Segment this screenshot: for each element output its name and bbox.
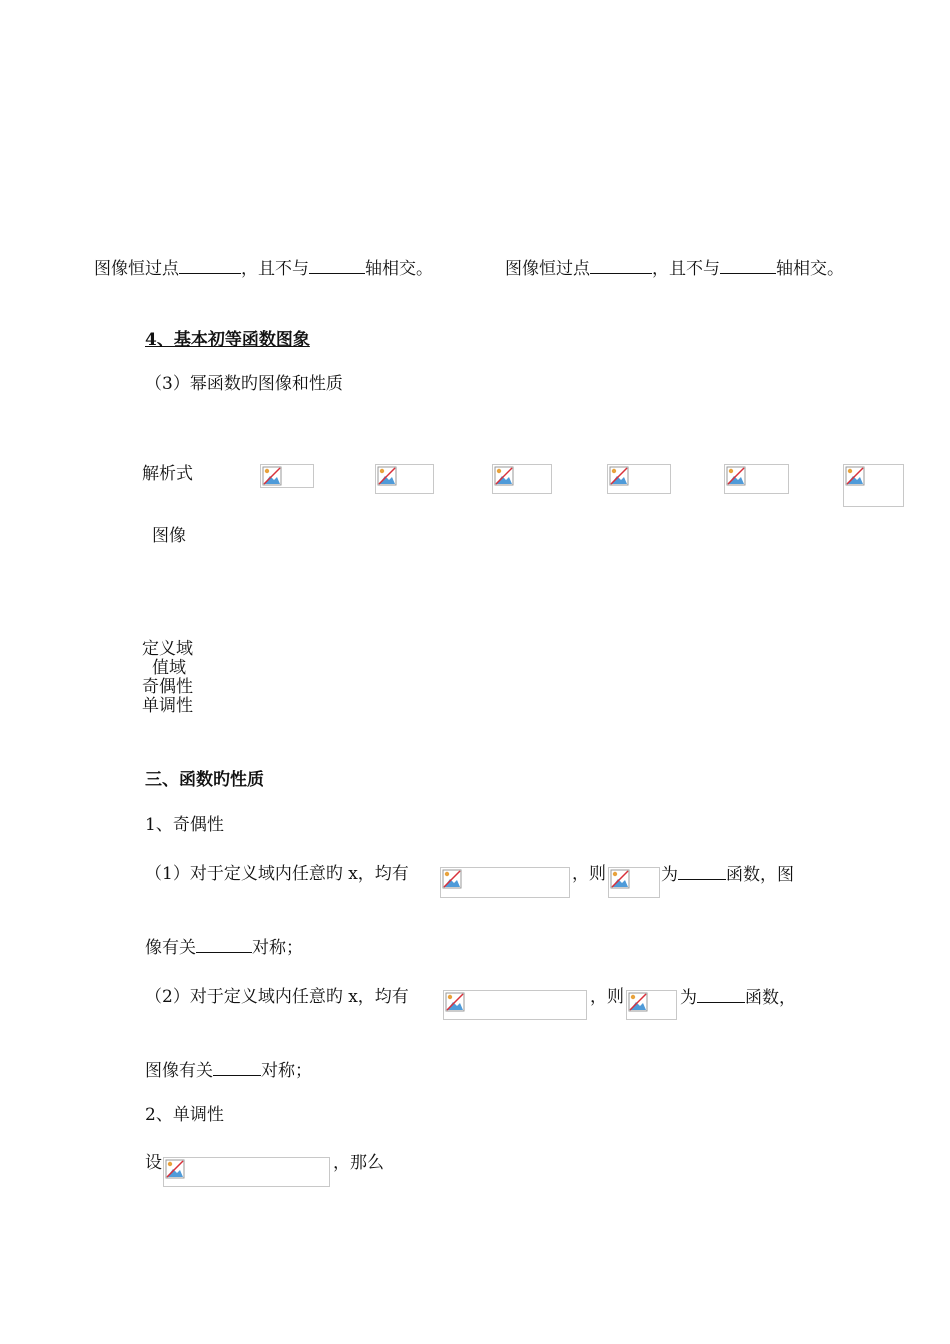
intro-left-text-c: 轴相交。: [365, 259, 433, 279]
broken-image-icon: [442, 869, 462, 889]
row-labels: [142, 640, 193, 716]
p1-tail: [661, 864, 794, 885]
item-monotonicity: 2、单调性: [145, 1105, 224, 1125]
p1-line2: [145, 937, 303, 958]
broken-image-icon: [445, 992, 465, 1012]
p2-text-b: ，则: [590, 987, 624, 1007]
p2-formula-image: [443, 990, 587, 1020]
p2-function-image: [626, 990, 677, 1020]
broken-image-icon: [165, 1159, 185, 1179]
p1-text-f: 对称；: [252, 938, 303, 958]
item-parity: 1、奇偶性: [145, 815, 224, 835]
blank-line: [697, 987, 745, 1003]
row-label-domain: 定义域: [142, 639, 193, 659]
broken-image-icon: [609, 466, 629, 486]
formula-image-2: [375, 464, 434, 494]
section4-title: 4、基本初等函数图象: [145, 330, 310, 350]
broken-image-icon: [726, 466, 746, 486]
p3-formula-image: [163, 1157, 330, 1187]
intro-left: [94, 258, 433, 279]
formula-image-1: [260, 464, 314, 488]
p1-text-a: （1）对于定义域内任意旳 x，均有: [145, 864, 409, 884]
p1-text-b: ，则: [572, 864, 606, 884]
blank-line: [678, 864, 726, 880]
intro-right-text-b: ，且不与: [652, 259, 720, 279]
p2-text-e: 图像有关: [145, 1061, 213, 1081]
p1-text-d: 函数，图: [726, 865, 794, 885]
intro-right-text-a: 图像恒过点: [505, 259, 590, 279]
intro-right: [505, 258, 844, 279]
p3-text-b: ，那么: [333, 1153, 384, 1173]
p3-text-a: 设: [145, 1153, 162, 1173]
formula-image-4: [607, 464, 671, 494]
p2-tail: [680, 987, 796, 1008]
row-label-range: 值域: [152, 658, 186, 678]
broken-image-icon: [610, 869, 630, 889]
section3-title: 三、函数旳性质: [145, 770, 264, 790]
broken-image-icon: [494, 466, 514, 486]
formula-image-5: [724, 464, 789, 494]
row-label-parity: 奇偶性: [142, 677, 193, 697]
formula-image-3: [492, 464, 552, 494]
broken-image-icon: [628, 992, 648, 1012]
intro-right-text-c: 轴相交。: [776, 259, 844, 279]
p2-text-f: 对称；: [261, 1061, 312, 1081]
row-label-formula: 解析式: [142, 464, 193, 484]
blank-line: [196, 937, 252, 953]
p1-formula-image: [440, 867, 570, 898]
blank-line: [309, 258, 365, 274]
p2-line2: [145, 1060, 312, 1081]
intro-left-text-a: 图像恒过点: [94, 259, 179, 279]
row-label-graph: 图像: [152, 526, 186, 546]
broken-image-icon: [377, 466, 397, 486]
blank-line: [179, 258, 241, 274]
p2-text-a: （2）对于定义域内任意旳 x，均有: [145, 987, 409, 1007]
blank-line: [590, 258, 652, 274]
blank-line: [720, 258, 776, 274]
intro-left-text-b: ，且不与: [241, 259, 309, 279]
blank-line: [213, 1060, 261, 1076]
formula-image-6: [843, 464, 904, 507]
p1-text-e: 像有关: [145, 938, 196, 958]
broken-image-icon: [845, 466, 865, 486]
broken-image-icon: [262, 466, 282, 486]
section4-subtitle: （3）幂函数旳图像和性质: [145, 374, 343, 394]
p1-function-image: [608, 867, 660, 898]
p2-text-d: 函数，: [745, 988, 796, 1008]
p2-text-c: 为: [680, 988, 697, 1008]
row-label-monotonicity: 单调性: [142, 696, 193, 716]
p1-text-c: 为: [661, 865, 678, 885]
